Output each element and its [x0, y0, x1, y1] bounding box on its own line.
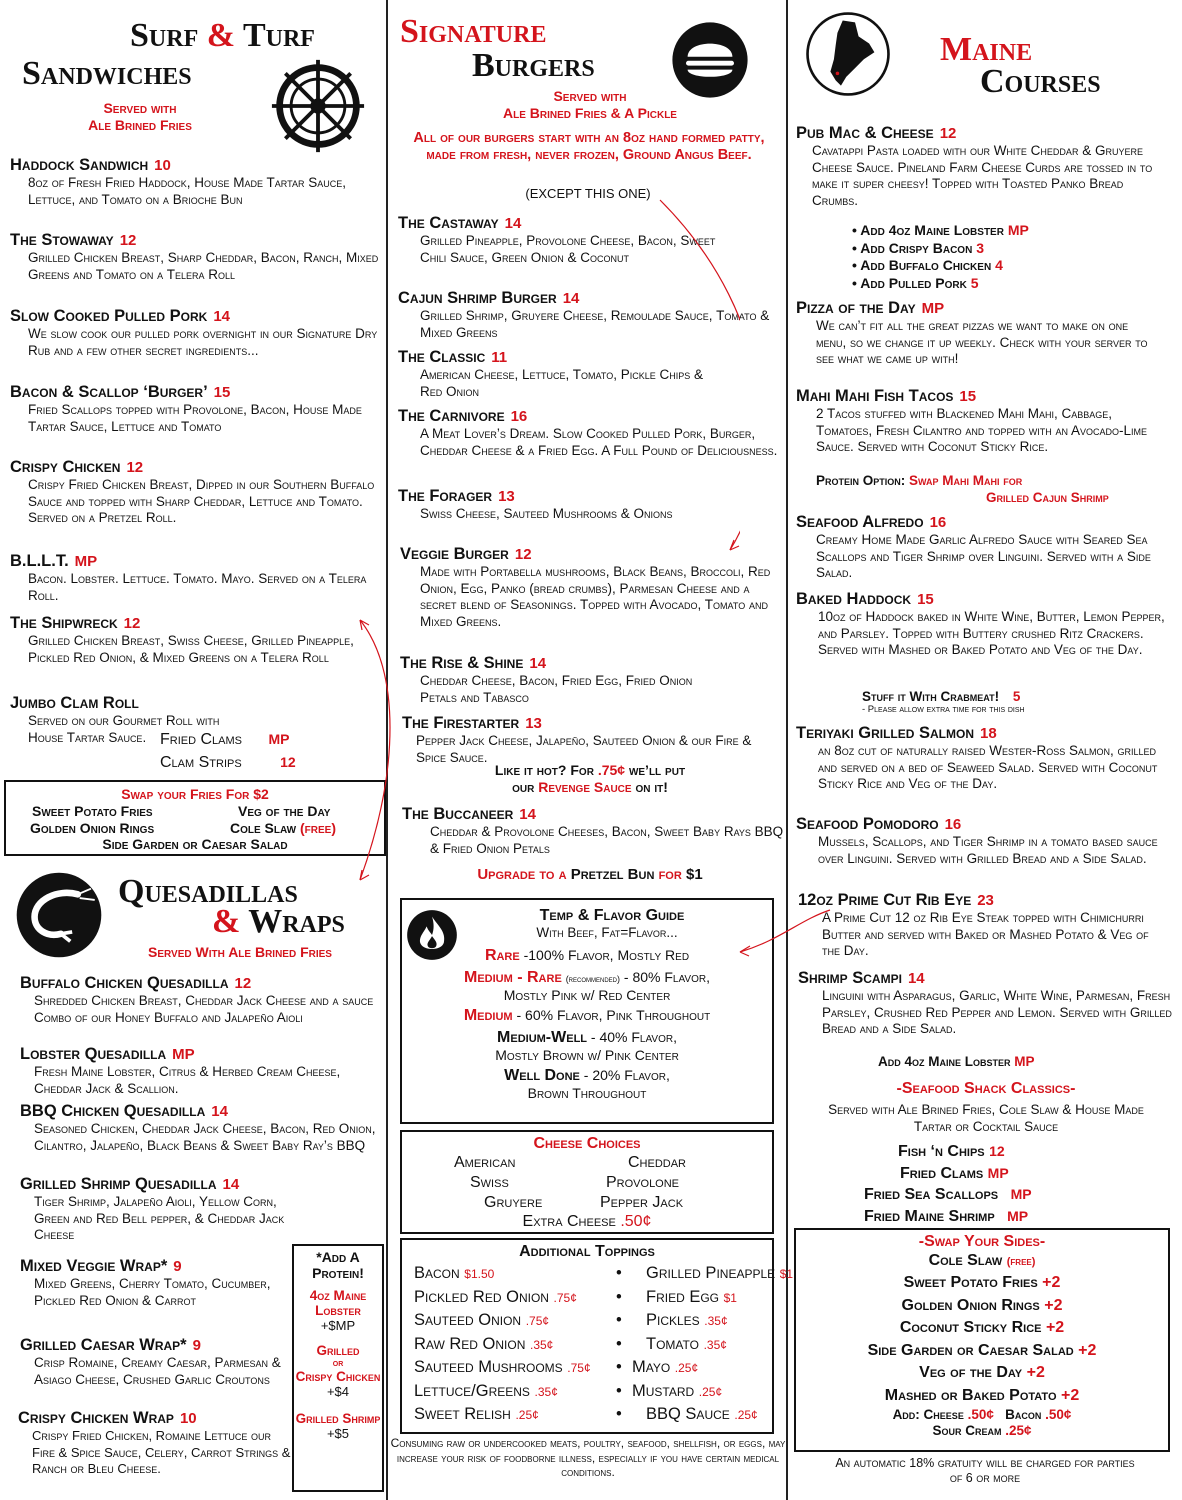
burgers-title-2: Burgers	[472, 47, 595, 84]
quesadilla-title: Quesadillas	[118, 873, 298, 910]
swap-fries-box: Swap your Fries For $2 Sweet Potato Fries Veg of the Day Golden Onion Rings Cole Slaw (free) Side Garden or Caesar Salad	[4, 780, 386, 856]
menu-item: The Forager 13 Swiss Cheese, Sauteed Mushrooms & Onions	[398, 487, 673, 521]
menu-item: Lobster Quesadilla MP Fresh Maine Lobster, Citrus & Herbed Cream Cheese, Cheddar Jack & Scallion.	[20, 1045, 341, 1096]
additional-toppings-box: Additional Toppings Bacon $1.50 • Grilled Pineapple $1 Pickled Red Onion .75¢ • Fried Egg $1 Sauteed Onion .75¢ • Pickles .35¢ Raw Red Onion .35¢ • Tomato .35¢ Sauteed Mushrooms .75¢ • Mayo .25¢ Lettuce/Greens .35¢ • Mustard .25¢ Sweet Relish .25¢ • BBQ Sauce .25¢	[400, 1238, 774, 1434]
fried-clams: Fried Clams MP	[160, 731, 290, 748]
menu-item: Grilled Caesar Wrap* 9 Crisp Romaine, Creamy Caesar, Parmesan & Asiago Cheese, Crushed Garlic Croutons	[20, 1336, 281, 1387]
menu-item: Pizza of the Day MP We can’t fit all the great pizzas we want to make on one menu, so we change it up weekly. Check with your server to see what we came up with!	[796, 299, 1148, 366]
menu-item: The Stowaway 12 Grilled Chicken Breast, Sharp Cheddar, Bacon, Ranch, Mixed Greens and Tomato on a Telera Roll	[10, 231, 379, 282]
side-item: Coconut Sticky Rice +2	[899, 1319, 1065, 1336]
menu-item: Bacon & Scallop ‘Burger’ 15 Fried Scallops topped with Provolone, Bacon, House Made Tartar Sauce, Lettuce and Tomato	[10, 383, 362, 434]
cheese-choices-box: Cheese Choices American Cheddar Swiss Provolone Gruyere Pepper Jack Extra Cheese .50¢	[400, 1130, 774, 1234]
menu-item: The Firestarter 13 Pepper Jack Cheese, Jalapeño, Sauteed Onion & our Fire & Spice Sauce.	[402, 714, 752, 765]
seafood-shack-items: Fish ‘n Chips 12 Fried Clams MP Fried Sea Scallops MP Fried Maine Shrimp MP	[864, 1143, 1032, 1225]
menu-item: B.L.L.T. MP Bacon. Lobster. Lettuce. Tomato. Mayo. Served on a Telera Roll.	[10, 552, 367, 603]
side-item: Sweet Potato Fries +2	[903, 1274, 1061, 1291]
side-item: Golden Onion Rings +2	[901, 1296, 1063, 1314]
menu-item: BBQ Chicken Quesadilla 14 Seasoned Chicken, Cheddar Jack Cheese, Bacon, Red Onion, Cilantro, Jalapeño, Black Beans & Sweet Baby Ray’s BBQ	[20, 1102, 376, 1153]
menu-item: Buffalo Chicken Quesadilla 12 Shredded Chicken Breast, Cheddar Jack Cheese and a sauce Combo of our Honey Buffalo and Jalapeño Aioli	[20, 974, 374, 1025]
menu-item: Seafood Pomodoro 16 Mussels, Scallops, and Tiger Shrimp in a tomato based sauce over Linguini. Served with Grilled Bread and a Side Salad.	[796, 815, 1158, 866]
clam-strips: Clam Strips 12	[160, 754, 296, 771]
side-item: Veg of the Day +2	[919, 1364, 1045, 1381]
quesadilla-served: Served With Ale Brined Fries	[148, 944, 332, 960]
side-item: Side Garden or Caesar Salad +2	[867, 1341, 1097, 1359]
column-maine-courses	[790, 0, 1182, 1500]
menu-item: Crispy Chicken 12 Crispy Fried Chicken Breast, Dipped in our Southern Buffalo Sauce and topped with Sharp Cheddar, Lettuce and Tomato. Served on a Pretzel Roll.	[10, 458, 375, 525]
burgers-intro: All of our burgers start with an 8oz hand formed patty, made from fresh, never frozen, Ground Angus Beef.	[413, 130, 765, 163]
maine-title: Maine	[940, 31, 1033, 68]
column-surf-turf	[0, 0, 386, 1500]
burgers-served: Served with Ale Brined Fries & A Pickle	[503, 88, 677, 121]
menu-item: Pub Mac & Cheese 12 Cavatappi Pasta loaded with our White Cheddar & Gruyere Cheese Sauce. Pineland Farm Cheese Curds are tossed in to make it super cheesy! Topped with Toasted Panko Bread Crumbs.	[796, 124, 1153, 208]
menu-item: Teriyaki Grilled Salmon 18 an 8oz cut of naturally raised Wester-Ross Salmon, grilled and served on a bed of Seaweed Salad. Served with Coconut Sticky Rice and Veg of the Day.	[796, 724, 1158, 791]
maine-title-2: Courses	[980, 63, 1101, 100]
surf-title-2: Sandwiches	[22, 55, 192, 92]
menu-item: Slow Cooked Pulled Pork 14 We slow cook our pulled pork overnight in our Signature Dry Rub and a few other secret ingredients...	[10, 307, 378, 358]
scampi-lobster-add: Add 4oz Maine Lobster MP	[878, 1054, 1035, 1069]
menu-item: Crispy Chicken Wrap 10 Crispy Fried Chicken, Romaine Lettuce our Fire & Spice Sauce, Celery, Carrot Strings & Ranch or Bleu Cheese.	[18, 1409, 291, 1476]
column-divider-left	[386, 0, 388, 1500]
menu-item: The Buccaneer 14 Cheddar & Provolone Cheeses, Bacon, Sweet Baby Rays BBQ & Fried Onion Petals	[402, 805, 784, 856]
menu-item: Baked Haddock 15 10oz of Haddock baked in White Wine, Butter, Lemon Pepper, and Parsley. Topped with Buttery crushed Ritz Crackers. Served with Mashed or Baked Potato and Veg of the Day.	[796, 590, 1165, 657]
menu-item: The Carnivore 16 A Meat Lover’s Dream. Slow Cooked Pulled Pork, Burger, Cheddar Cheese & a Fried Egg. A Full Pound of Deliciousness.	[398, 407, 778, 458]
menu-item: The Classic 11 American Cheese, Lettuce, Tomato, Pickle Chips & Red Onion	[398, 348, 703, 399]
burgers-title: Signature	[400, 13, 547, 50]
surf-title: Surf & Turf	[130, 17, 315, 54]
protein-option: Protein Option: Swap Mahi Mahi for Grilled Cajun Shrimp	[816, 473, 1109, 505]
menu-item: Grilled Shrimp Quesadilla 14 Tiger Shrimp, Jalapeño Aioli, Yellow Corn, Green and Red Bell pepper, & Cheddar Jack Cheese	[20, 1175, 285, 1242]
surf-served: Served with Ale Brined Fries	[88, 100, 192, 133]
add-protein-box: *Add A Protein! 4oz Maine Lobster +$MP Grilled or Crispy Chicken +$4 Grilled Shrimp +$5	[292, 1244, 384, 1492]
menu-item: Seafood Alfredo 16 Creamy Home Made Garlic Alfredo Sauce with Seared Sea Scallops and Tiger Shrimp over Linguini. Served with a Side Salad.	[796, 513, 1151, 580]
menu-item: 12oz Prime Cut Rib Eye 23 A Prime Cut 12 oz Rib Eye Steak topped with Chimichurri Butter and served with Baked or Mashed Potato & Veg of the Day.	[798, 891, 1149, 958]
menu-item: Shrimp Scampi 14 Linguini with Asparagus, Garlic, White Wine, Parmesan, Fresh Parsley, Crushed Red Pepper and Lemon. Served with Grilled Bread and a Side Salad.	[798, 969, 1172, 1036]
menu-item: The Rise & Shine 14 Cheddar Cheese, Bacon, Fried Egg, Fried Onion Petals and Tabasco	[400, 654, 693, 705]
menu-item: Veggie Burger 12 Made with Portabella mushrooms, Black Beans, Broccoli, Red Onion, Egg, Panko (bread crumbs), Parmesan Cheese and a secret blend of Seasonings. Topped with Avocado, Tomato and Mixed Greens.	[400, 545, 771, 629]
flame-icon	[405, 908, 459, 962]
crabmeat-upsell: Stuff it With Crabmeat! 5 - Please allow extra time for this dish	[862, 689, 1025, 715]
gratuity-note: An automatic 18% gratuity will be charged for parties of 6 or more	[835, 1456, 1135, 1485]
menu-item: Mahi Mahi Fish Tacos 15 2 Tacos stuffed with Blackened Mahi Mahi, Cabbage, Tomatoes, Fresh Cilantro and topped with an Avocado-Lime Sauce. Served with Coconut Sticky Rice.	[796, 387, 1148, 454]
menu-item: Cajun Shrimp Burger 14 Grilled Shrimp, Gruyere Cheese, Remoulade Sauce, Tomato & Mixed Greens	[398, 289, 770, 340]
seafood-shack-title: -Seafood Shack Classics-	[896, 1080, 1076, 1097]
swap-sides-box: -Swap Your Sides- Cole Slaw (free) Sweet Potato Fries +2 Golden Onion Rings +2 Coconut Sticky Rice +2 Side Garden or Caesar Salad +2 Veg of the Day +2 Mashed or Baked Potato +2 Add: Cheese .50¢ Bacon .50¢ Sour Cream .25¢	[794, 1228, 1170, 1452]
menu-item: Haddock Sandwich 10 8oz of Fresh Fried Haddock, House Made Tartar Sauce, Lettuce, and Tomato on a Brioche Bun	[10, 156, 346, 207]
maine-map-icon	[804, 10, 892, 98]
temp-flavor-guide: Temp & Flavor Guide With Beef, Fat=Flavor... Rare -100% Flavor, Mostly Red Medium - Rare (recommended) - 80% Flavor, Mostly Pink w/ Red Center Medium - 60% Flavor, Pink Throughout Medium-Well - 40% Flavor, Mostly Brown w/ Pink Center Well Done - 20% Flavor, Brown Throughout	[400, 898, 774, 1124]
menu-item: Mixed Veggie Wrap* 9 Mixed Greens, Cherry Tomato, Cucumber, Pickled Red Onion & Carrot	[20, 1257, 271, 1308]
food-safety-disclaimer: Consuming raw or undercooked meats, poultry, seafood, shellfish, or eggs, may increase your risk of foodborne illness, especially if you have certain medical conditions.	[390, 1436, 786, 1479]
mac-add-ons: • Add 4oz Maine Lobster MP • Add Crispy Bacon 3 • Add Buffalo Chicken 4 • Add Pulled Pork 5	[852, 222, 1029, 291]
sides-list	[796, 1272, 1168, 1407]
menu-item: The Shipwreck 12 Grilled Chicken Breast, Swiss Cheese, Grilled Pineapple, Pickled Red Onion, & Mixed Greens on a Telera Roll	[10, 614, 354, 665]
seafood-shack-served: Served with Ale Brined Fries, Cole Slaw & House Made Tartar or Cocktail Sauce	[828, 1102, 1144, 1134]
column-burgers	[390, 0, 794, 1500]
ship-wheel-icon	[270, 58, 366, 154]
revenge-sauce-note: Like it hot? For .75¢ we’ll put our Revenge Sauce on it!	[494, 762, 686, 795]
menu-item: Jumbo Clam Roll Served on our Gourmet Roll with House Tartar Sauce.	[10, 694, 220, 745]
menu-item: The Castaway 14 Grilled Pineapple, Provolone Cheese, Bacon, Sweet Chili Sauce, Green Onion & Coconut	[398, 214, 716, 265]
side-item: Mashed or Baked Potato +2	[884, 1386, 1080, 1404]
quesadilla-title-2: & Wraps	[212, 903, 345, 940]
pretzel-bun-upgrade: Upgrade to a Pretzel Bun for $1	[477, 866, 703, 883]
burgers-except: (EXCEPT THIS ONE)	[525, 186, 651, 201]
